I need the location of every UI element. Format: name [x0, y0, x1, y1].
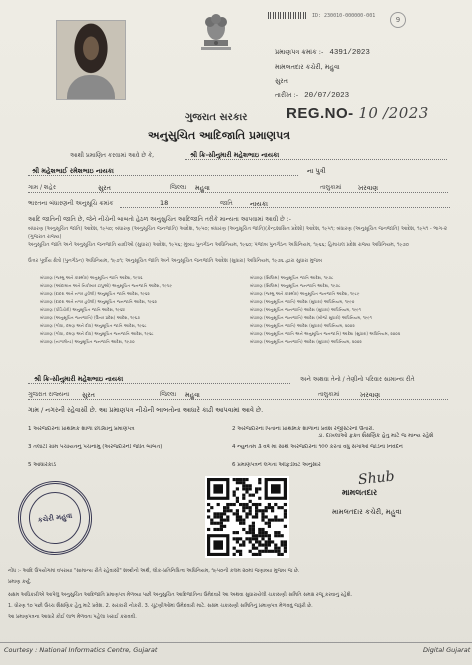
order-item: બંધારણ (અનુસૂચિત જનજાતિ) આદેશ (બીજો સુધારો) અધિનિયમ, ૧૯૯૧ — [250, 315, 372, 320]
orders-list-left — [40, 274, 240, 346]
basis-item: 2 અરજદારના પિતાના પ્રાથમિક શાળાના પ્રવેશ રજીસ્ટરનો ઉતારો. — [232, 426, 375, 432]
certify-lead: આથી પ્રમાણિત કરવામાં આવે છે કે, — [70, 152, 155, 159]
orders-paragraph-2: અનુસૂચિત જાતિ અને અનુસૂચિત જનજાતિ યાદીઓ (સુધારા) આદેશ, ૧૯૫૬; મુંબઇ પુનર્ગઠન અધિનિયમ, ૧૯૬૦; પંજાબ પુનર્ગઠન અધિનિયમ, ૧૯૬૬; હિમાચલ પ્રદેશ રાજ્ય અધિનિયમ, ૧૯૭૦ — [28, 242, 409, 248]
issuing-district: સુરત — [275, 77, 288, 85]
order-item: બંધારણ (સિક્કિમ) અનુસૂચિત જનજાતિ આદેશ, ૧૯૭૮ — [250, 283, 341, 288]
orders-paragraph-3: ઉત્તર પૂર્વીય ક્ષેત્રો (પુનર્ગઠન) અધિનિયમ, ૧૯૭૧; અનુસૂચિત જાતિ અને અનુસૂચિત જનજાતિ આદેશ (સુધારા) અધિનિયમ, ૧૯૭૬ દ્વારા સુધારા મુજબ — [28, 258, 323, 264]
order-item: બંધારણ (સિક્કિમ) અનુસૂચિત જાતિ આદેશ, ૧૯૭૮ — [250, 275, 334, 280]
basis-item: 3 તલાટી ગ્રામ પંચાયતનું પંચનામું (અરજદારની જાતિ બાબત) — [28, 444, 163, 450]
orders-list-right — [250, 274, 460, 346]
residence-closing: ગામ / નગરની રહેવાસી છે. આ પ્રમાણપત્ર નીચેની બાબતોના આધારે કાઢી આપવામાં આવે છે. — [28, 406, 264, 414]
order-item: બંધારણ (દાદરા અને નગર હવેલી) અનુસૂચિત જાતિ આદેશ, ૧૯૬૨ — [40, 291, 150, 296]
note-4: આ પ્રમાણપત્રના આધારે કોઈ લાભ મેળવતા પહેલા ખરાઈ કરાવવી. — [8, 614, 137, 620]
basis-item: 5 આધારકાર્ડ — [28, 462, 56, 468]
note-1b: પ્રમાણ કર્યું. — [8, 579, 32, 585]
footer-divider — [0, 642, 472, 643]
residence-district-name: સુરત — [82, 391, 95, 399]
residence-district-value: મહુવા — [185, 391, 200, 399]
date-label: તારીખ :- — [275, 91, 299, 99]
residence-taluka-value: ખરવાણ — [360, 391, 381, 399]
basis-item: 4 ન્યુનતમ ૩ વર્ષ માં સાથે અરજદારના ૧૦૦ કરતા વધુ સગાઓ જોડેના નિવેદન — [232, 444, 403, 450]
order-item: બંધારણ (પોંડિચેરી) અનુસૂચિત જાતિ આદેશ, ૧૯૬૪ — [40, 307, 125, 312]
order-item: બંધારણ (અનુસૂચિત જાતિ) આદેશ (સુધારા) અધિનિયમ, ૨૦૦૨ — [250, 323, 355, 328]
applicant-name: શ્રી ક્રિ-સીનુમારી મહેશભાઇ નાયકા — [190, 151, 280, 159]
order-item: બંધારણ (અનુસૂચિત જાતિ) આદેશ (સુધારા) અધિનિયમ, ૧૯૯૦ — [250, 299, 355, 304]
order-item: બંધારણ (ગોવા, દમણ અને દીવ) અનુસૂચિત જાતિ આદેશ, ૧૯૬૮ — [40, 323, 147, 328]
basis-item: 6 પ્રમાણપત્રને લગતા એફિડેવિટ અનુસાર — [232, 462, 321, 468]
caste-label: જાતિ — [220, 200, 233, 207]
residence-taluka-label: તાલુકામાં — [318, 391, 340, 398]
cert-no-label: પ્રમાણપત્ર ક્રમાંક :- — [275, 48, 324, 56]
village-value: સુરત — [98, 184, 111, 192]
serial-barcode — [268, 12, 308, 19]
order-item: બંધારણ (દાદરા અને નગર હવેલી) અનુસૂચિત જનજાતિ આદેશ, ૧૯૬૨ — [40, 299, 157, 304]
verification-qr-code[interactable] — [205, 476, 289, 558]
resident-name: શ્રી ક્રિ-સીનુમારી મહેશભાઇ નાયકા — [34, 375, 124, 383]
signatory-office: મામલતદાર કચેરી, મહુવા — [332, 508, 402, 516]
order-item: બંધારણ (અનુસૂચિત જનજાતિ) આદેશ (સુધારા) અધિનિયમ, ૨૦૦૨ — [250, 339, 362, 344]
recognition-paragraph: આદિ જાતિની જાતિ છે, જેને નીચેની બાબતો હેઠળ અનુસુચિત આદિજાતિ તરીકે માન્યતા આપવામાં આવી છે :- — [28, 216, 291, 223]
footer-digital-gujarat: Digital Gujarat — [423, 646, 471, 654]
entry-number: 18 — [160, 199, 169, 207]
order-item: બંધારણ (અનુસૂચિત જાતિ અને અનુસૂચિત જનજાતિ) આદેશ (સુધારા) અધિનિયમ, ૨૦૦૨ — [250, 331, 401, 336]
orders-paragraph-1: બંધારણ (અનુસૂચિત જાતિ) આદેશ, ૧૯૫૦; બંધારણ (અનુસૂચિત જનજાતિ) આદેશ, ૧૯૫૦; બંધારણ (અનુસૂચિત જાતિ)(કેન્દ્રશાસિત પ્રદેશો) આદેશ, ૧૯૫૧; બંધારણ (અનુસૂચિત જનજાતિ) આદેશ, ૧૯૫૧ - ભાગ-૨ (ગુજરાત રાજ્ય) — [28, 226, 447, 240]
applicant-photo — [56, 20, 126, 100]
basis-item: 1 અરજદારના પ્રાથમિક શાળા છોડ્યાનું પ્રમાણપત્ર — [28, 426, 135, 432]
basis-extra: ડા. દાખલાઓ ફક્ત શૈક્ષણિક હેતુ માટે જ માન્ય રહેશે — [318, 433, 434, 439]
district-value: મહુવા — [195, 184, 210, 192]
village-lead: ગામ / શહેર — [28, 184, 56, 191]
handwritten-mark: 9 — [390, 12, 406, 28]
state-title: ગુજરાત સરકાર — [185, 112, 248, 123]
entry-lead: ભારતના બંધારણની અનુસૂચિ ક્રમાંક — [28, 200, 114, 207]
issue-date: 20/07/2023 — [304, 92, 350, 100]
order-item: બંધારણ (નાગાલેન્ડ) અનુસૂચિત જનજાતિ આદેશ, ૧૯૭૦ — [40, 339, 135, 344]
order-item: બંધારણ (જમ્મુ અને કાશ્મીર) અનુસૂચિત જનજાતિ આદેશ, ૧૯૮૯ — [250, 291, 360, 296]
official-seal — [13, 476, 97, 560]
relation: ના પુત્રી — [307, 167, 326, 175]
signature-block — [332, 468, 402, 517]
caste-value: નાયકા — [250, 200, 268, 208]
parent-name: શ્રી મહેશભાઈ રમેશભાઇ નાયકા — [32, 167, 114, 175]
order-item: બંધારણ (ગોવા, દમણ અને દીવ) અનુસૂચિત જનજાતિ આદેશ, ૧૯૬૮ — [40, 331, 154, 336]
order-item: બંધારણ (આંદામાન અને નિકોબાર ટાપુઓ) અનુસૂચિત જનજાતિ આદેશ, ૧૯૫૯ — [40, 283, 173, 288]
residence-district-label: જિલ્લા — [160, 391, 177, 398]
serial-number — [268, 10, 398, 21]
reg-no-year: /2023 — [383, 104, 429, 122]
ashoka-emblem-icon — [196, 8, 236, 54]
note-1: નોંધ :- આદિ ઉપયોગમાં વપરાયા "સામાન્ય રીતે રહેવાસી" શબ્દોનો અર્થ, લોક-પ્રતિનિધિત્વ અધિનિયમ, ૧૯૫૦ની કલમ ૨૦માં જણાવ્યા મુજબ જ છે. — [8, 568, 300, 574]
signatory-designation: મામલતદાર — [342, 488, 378, 497]
registration-number: REG.NO- 10 /2023 — [286, 104, 429, 122]
district-label: જિલ્લા — [170, 184, 187, 191]
serial-text: ID: 230010-000000-001 — [312, 12, 376, 19]
order-item: બંધારણ (જમ્મુ અને કાશ્મીર) અનુસૂચિત જાતિ આદેશ, ૧૯૫૬ — [40, 275, 143, 280]
certificate-title: અનુસુચિત આદિજાતિ પ્રમાણપત્ર — [148, 129, 291, 142]
residence-lead: અને અથવા તેનો / તેણીનો પરિવાર સામાન્ય રીતે — [300, 376, 415, 383]
note-3: 1. ધોરણ ૧૦ પછી ઉચ્ચ શૈક્ષણિક હેતુ માટે પ્રવેશ. 2. સરકારી નોકરી. 3. ચૂંટણીઓમાં ઉમેદવારી માટે. સક્ષમ ચકાસણી સમિતિનું પ્રમાણપત્ર મેળવવું જરૂરી છે. — [8, 603, 313, 609]
footer-courtesy: Courtesy : National Informatics Centre, Gujarat — [4, 646, 158, 654]
residence-state-label: ગુજરાત રાજ્યના — [28, 391, 70, 398]
signature-scribble: Shub — [357, 468, 396, 489]
order-item: બંધારણ (અનુસૂચિત જનજાતિ) આદેશ (સુધારા) અધિનિયમ, ૧૯૯૧ — [250, 307, 361, 312]
cert-no: 4391/2023 — [329, 49, 370, 57]
reg-no-handwritten: 10 — [358, 104, 379, 122]
order-item: બંધારણ (અનુસૂચિત જનજાતિ) (ઉત્તર પ્રદેશ) આદેશ, ૧૯૬૭ — [40, 315, 141, 320]
taluka-value: ખરવાણ — [358, 184, 379, 192]
seal-text: કચેરી મહુવા — [37, 511, 73, 524]
note-2: સક્ષમ અધિકારીએ આપેલું અનુસુચિત આદિજાતિ પ્રમાણપત્ર મેળવ્યા પછી અનુસુચિત આદિજાતિના ઉમેદવારે આ અથવા સુધારાયેલી ચકાસણી સમિતિ સમક્ષ રજૂ કરવાનું રહેશે. — [8, 592, 353, 598]
taluka-label: તાલુકામાં — [320, 184, 342, 191]
issuing-office: મામલતદાર કચેરી, મહુવા — [275, 63, 340, 71]
certificate-reference-block — [275, 45, 370, 103]
